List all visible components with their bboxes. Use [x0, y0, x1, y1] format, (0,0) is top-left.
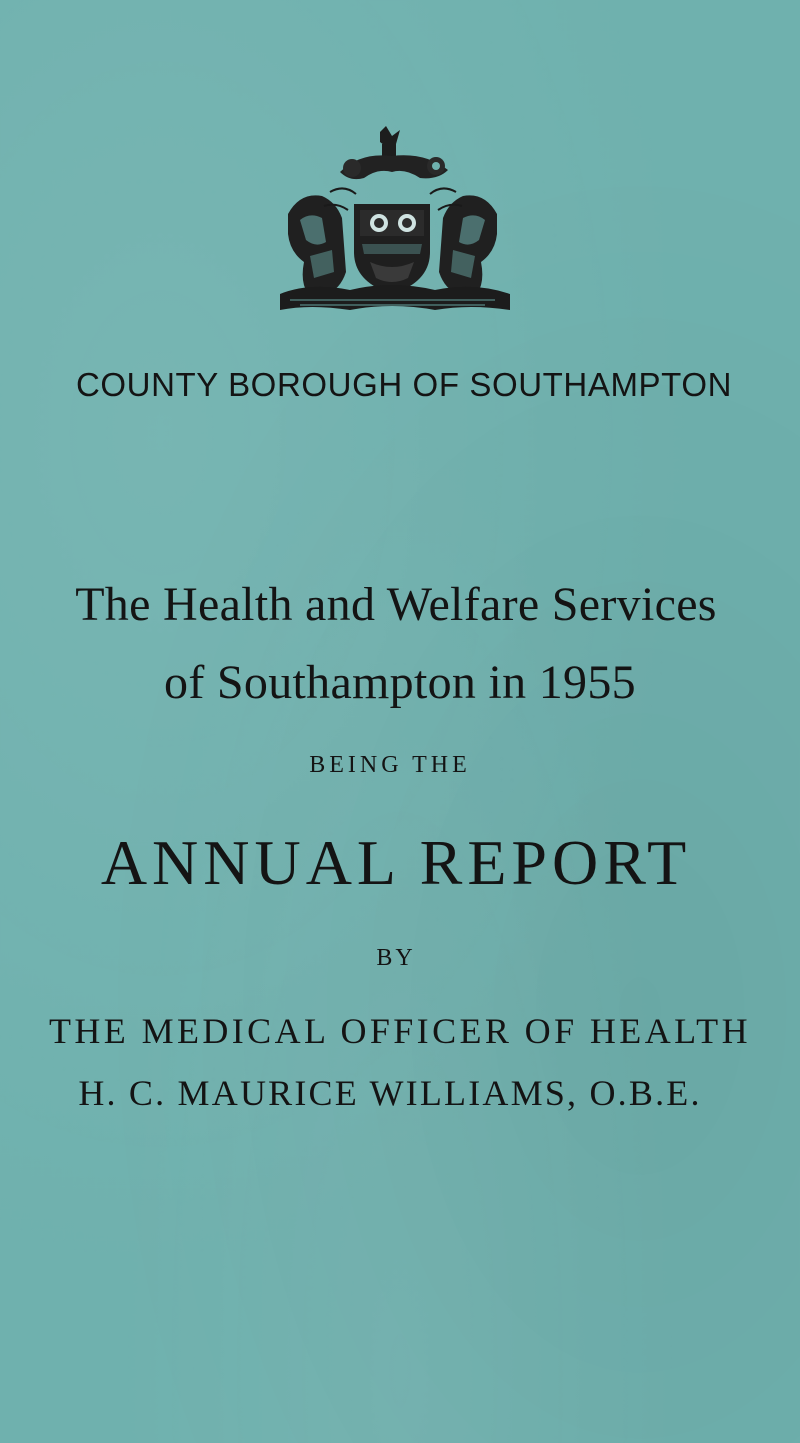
author-name: H. C. MAURICE WILLIAMS, O.B.E. — [78, 1073, 702, 1113]
borough-heading: COUNTY BOROUGH OF SOUTHAMPTON — [75, 366, 733, 403]
report-title-line-2: of Southampton in 1955 — [164, 656, 636, 709]
by-label: BY — [376, 945, 416, 971]
being-the-label: BEING THE — [309, 752, 471, 778]
officer-title: THE MEDICAL OFFICER OF HEALTH — [49, 1011, 751, 1051]
report-title-line-1: The Health and Welfare Services — [75, 578, 717, 631]
coat-of-arms-icon — [270, 122, 515, 317]
annual-report-heading: ANNUAL REPORT — [100, 827, 692, 898]
